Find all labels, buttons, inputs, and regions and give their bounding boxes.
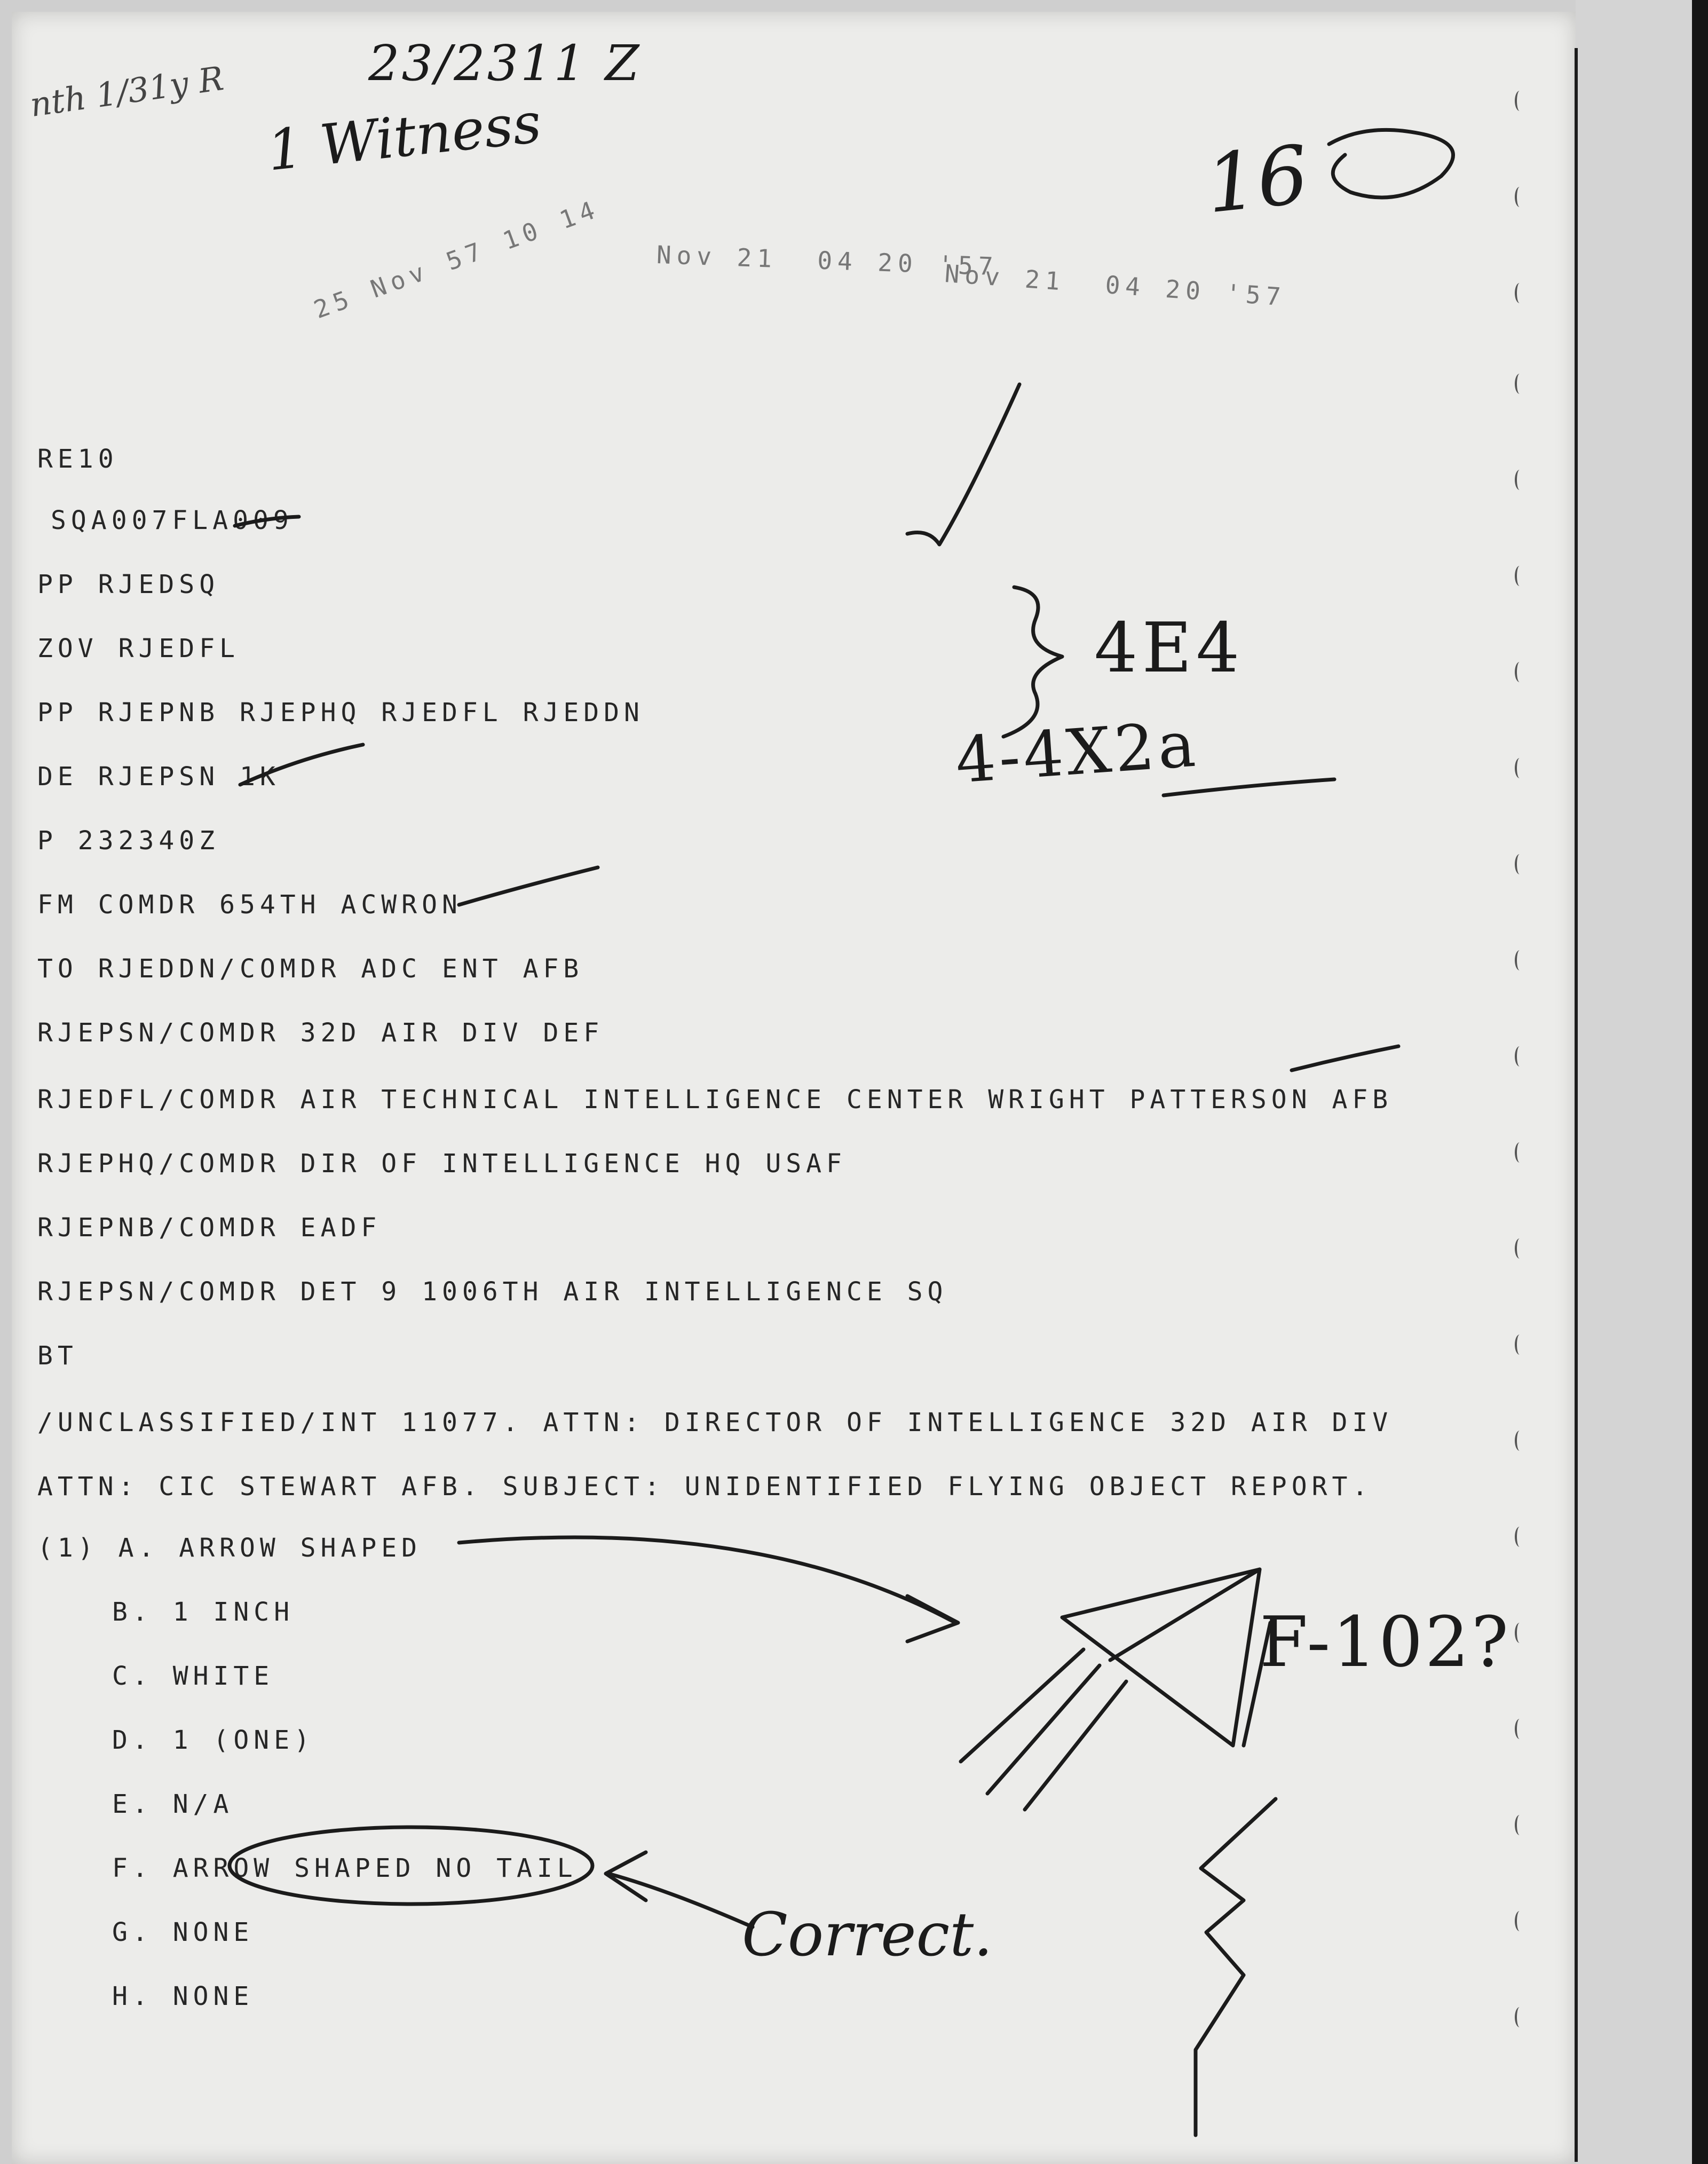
report-item-b: B. 1 INCH	[112, 1597, 295, 1627]
zigzag-line	[1196, 1799, 1276, 2135]
handwritten-date-code: 23/2311 Z	[368, 35, 642, 92]
handwritten-witness: 1 Witness	[264, 90, 544, 184]
routing-line: ZOV RJEDFL	[37, 634, 240, 664]
check-mark	[907, 384, 1019, 544]
handwritten-code-4E4: 4E4	[1094, 609, 1244, 688]
routing-line: P 232340Z	[37, 826, 220, 856]
handwritten-corner-scrawl: nth 1/31y R	[27, 58, 226, 125]
handwritten-code-4x2a: 4-4X2a	[953, 707, 1201, 797]
routing-line: RE10	[37, 444, 118, 474]
strike-through	[240, 745, 363, 785]
report-item-d: D. 1 (ONE)	[112, 1725, 314, 1755]
routing-line: PP RJEDSQ	[37, 570, 220, 599]
strike-through	[235, 517, 299, 526]
report-item-g: G. NONE	[112, 1917, 254, 1947]
received-stamp-1: 25 Nov 57 10 14	[310, 194, 604, 325]
report-item-c: C. WHITE	[112, 1661, 274, 1691]
routing-line: RJEDFL/COMDR AIR TECHNICAL INTELLIGENCE CENTER WRIGHT PATTERSON AFB	[37, 1085, 1393, 1115]
page-number-scribble	[1329, 130, 1453, 198]
received-stamp-3: Nov 21 04 20 '57	[944, 259, 1287, 312]
routing-line: RJEPHQ/COMDR DIR OF INTELLIGENCE HQ USAF	[37, 1149, 847, 1179]
underline-stroke	[1292, 1046, 1398, 1070]
to-line: TO RJEDDN/COMDR ADC ENT AFB	[37, 954, 584, 984]
subject-line: ATTN: CIC STEWART AFB. SUBJECT: UNIDENTIFIED FLYING OBJECT REPORT.	[37, 1472, 1373, 1502]
from-line: FM COMDR 654TH ACWRON	[37, 890, 462, 920]
item-f-circle	[230, 1827, 592, 1904]
routing-line: RJEPSN/COMDR 32D AIR DIV DEF	[37, 1018, 604, 1048]
handwritten-correct-note: Correct.	[742, 1900, 993, 1970]
strike-through	[1164, 779, 1334, 795]
routing-line: RJEPSN/COMDR DET 9 1006TH AIR INTELLIGENCE SQ	[37, 1277, 948, 1307]
handwritten-aircraft-guess: F-102?	[1260, 1601, 1511, 1683]
subject-line: /UNCLASSIFIED/INT 11077. ATTN: DIRECTOR OF INTELLIGENCE 32D AIR DIV	[37, 1408, 1393, 1438]
delta-wing-sketch-icon	[1062, 1569, 1260, 1746]
report-item-e: E. N/A	[112, 1789, 234, 1819]
handwritten-page-number: 16	[1201, 128, 1313, 232]
arrow-icon	[459, 1537, 955, 1623]
routing-line: RJEPNB/COMDR EADF	[37, 1213, 382, 1243]
routing-line: SQA007FLA009	[51, 506, 294, 535]
brace-icon	[1003, 587, 1062, 737]
report-item-a: (1) A. ARROW SHAPED	[37, 1533, 422, 1563]
report-item-f: F. ARROW SHAPED NO TAIL	[112, 1853, 578, 1883]
underline-stroke	[459, 867, 598, 905]
routing-line: PP RJEPNB RJEPHQ RJEDFL RJEDDN	[37, 698, 644, 728]
received-stamp-2: Nov 21 04 20 '57	[656, 240, 999, 281]
arrow-icon	[608, 1874, 753, 1927]
report-item-h: H. NONE	[112, 1981, 254, 2011]
break-line: BT	[37, 1341, 78, 1371]
routing-line: DE RJEPSN 1K	[37, 762, 280, 792]
